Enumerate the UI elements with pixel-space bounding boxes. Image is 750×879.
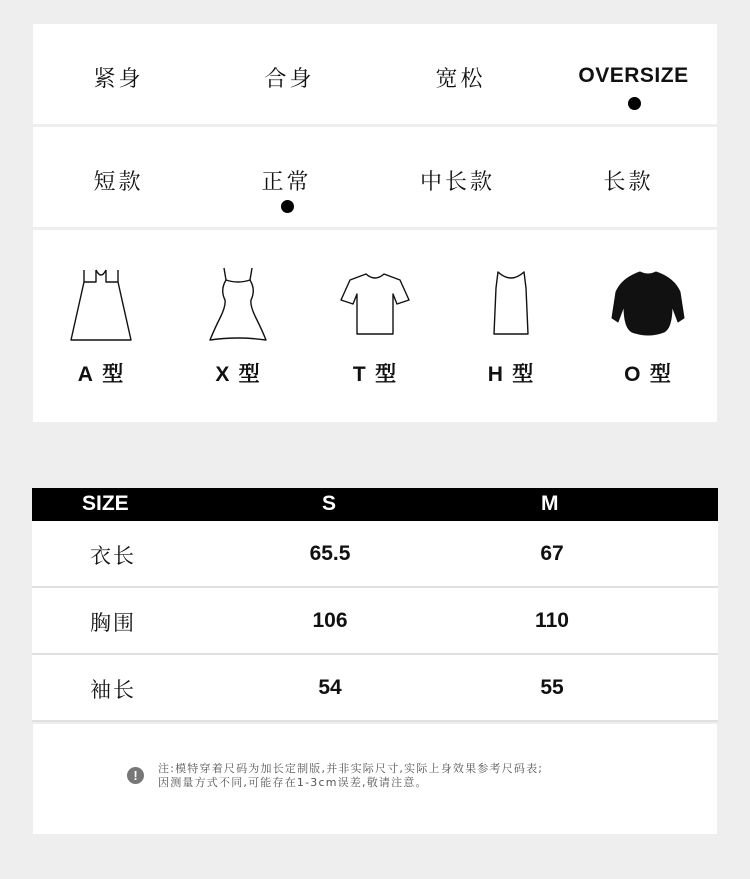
silhouette-label: A 型 bbox=[77, 362, 125, 386]
fit-option-oversize[interactable] bbox=[548, 24, 719, 124]
length-option-label: 中长款 bbox=[419, 170, 495, 195]
silhouette-label: O 型 bbox=[624, 362, 672, 386]
length-option-label: 正常 bbox=[261, 170, 312, 195]
cell-m: 110 bbox=[535, 609, 569, 632]
table-row bbox=[32, 588, 718, 655]
row-label: 胸围 bbox=[90, 611, 136, 635]
exclamation-icon: ! bbox=[127, 767, 144, 784]
selected-indicator bbox=[281, 200, 294, 213]
silhouette-label: T 型 bbox=[352, 362, 398, 386]
length-option-label: 长款 bbox=[603, 170, 654, 195]
length-option-short[interactable] bbox=[33, 127, 204, 227]
cell-s: 106 bbox=[312, 609, 348, 632]
fit-option-label: 宽松 bbox=[435, 67, 486, 92]
silhouette-a[interactable] bbox=[33, 230, 169, 422]
cell-s: 65.5 bbox=[309, 542, 351, 565]
a-line-dress-icon bbox=[61, 266, 141, 346]
header-s: S bbox=[322, 492, 337, 515]
silhouette-h[interactable] bbox=[443, 230, 579, 422]
fit-option-loose[interactable] bbox=[375, 24, 546, 124]
note-text bbox=[158, 762, 543, 790]
silhouette-t[interactable] bbox=[307, 230, 443, 422]
length-option-normal[interactable] bbox=[201, 127, 372, 227]
header-m: M bbox=[541, 492, 559, 515]
size-table bbox=[32, 488, 718, 722]
row-label: 衣长 bbox=[90, 544, 136, 568]
cell-s: 54 bbox=[318, 676, 342, 699]
cell-m: 55 bbox=[540, 676, 564, 699]
fit-option-regular[interactable] bbox=[204, 24, 375, 124]
h-line-vest-icon bbox=[471, 266, 551, 346]
row-label: 袖长 bbox=[90, 678, 136, 702]
length-option-long[interactable] bbox=[543, 127, 714, 227]
silhouette-selector bbox=[33, 230, 717, 422]
silhouette-label: H 型 bbox=[487, 362, 535, 386]
silhouette-label: X 型 bbox=[215, 362, 261, 386]
table-row bbox=[32, 521, 718, 588]
silhouette-o[interactable] bbox=[580, 230, 716, 422]
fit-option-label: 合身 bbox=[264, 67, 315, 92]
size-table-header bbox=[32, 488, 718, 521]
fit-selector bbox=[33, 24, 717, 124]
fit-option-label: 紧身 bbox=[93, 67, 144, 92]
silhouette-x[interactable] bbox=[170, 230, 306, 422]
cell-m: 67 bbox=[540, 542, 564, 565]
table-row bbox=[32, 655, 718, 722]
x-line-dress-icon bbox=[198, 266, 278, 346]
measurement-note bbox=[33, 724, 717, 834]
fit-option-tight[interactable] bbox=[33, 24, 204, 124]
t-shirt-icon bbox=[335, 266, 415, 346]
note-line-1: 注:模特穿着尺码为加长定制版,并非实际尺寸,实际上身效果参考尺码表; bbox=[158, 762, 544, 775]
length-selector bbox=[33, 127, 717, 227]
header-size: SIZE bbox=[82, 492, 129, 515]
length-option-midlength[interactable] bbox=[372, 127, 543, 227]
fit-option-label: OVERSIZE bbox=[578, 64, 689, 87]
selected-indicator bbox=[628, 97, 641, 110]
note-line-2: 因测量方式不同,可能存在1-3cm误差,敬请注意。 bbox=[158, 776, 428, 789]
length-option-label: 短款 bbox=[93, 170, 144, 195]
o-line-sweater-icon bbox=[608, 266, 688, 346]
